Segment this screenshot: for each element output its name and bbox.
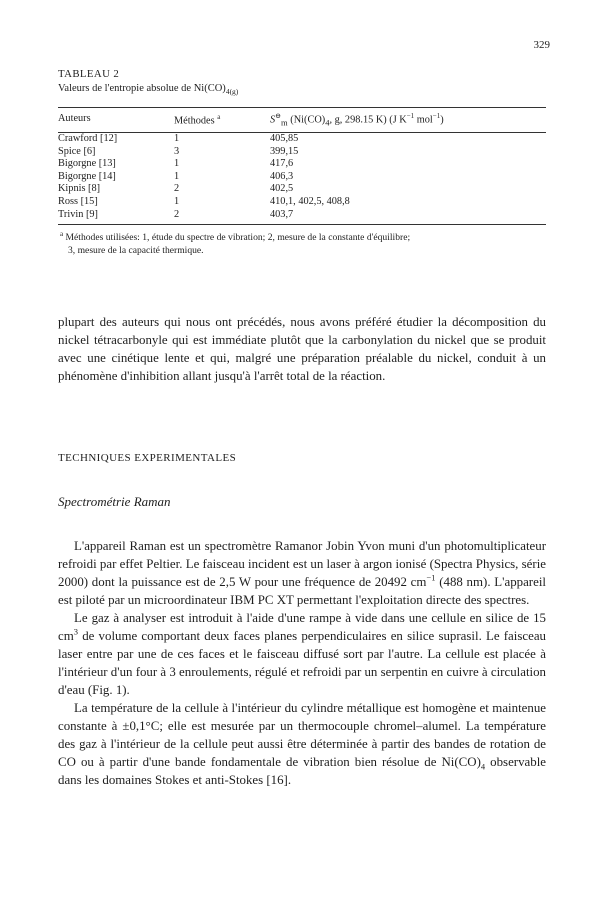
entropy-standard-sup: ⊖ bbox=[275, 112, 282, 120]
entropy-rest-a: (Ni(CO) bbox=[287, 114, 326, 126]
table-caption-subscript: 4(g) bbox=[225, 87, 239, 97]
table-header-row bbox=[58, 108, 546, 133]
cell-author: Bigorgne [13] bbox=[58, 158, 116, 170]
entropy-table bbox=[58, 107, 546, 224]
cell-value: 417,6 bbox=[270, 158, 294, 170]
table-row bbox=[58, 133, 546, 146]
table-row bbox=[58, 183, 546, 196]
raman-p2-text-b: de volume comportant deux faces planes perpendiculaires en silice suprasil. Le faisceau laser entre par une de ces faces et le faisceau diffusé sort par l'autre. La cellule est placée à l'intérieur d'un four à 3 enroulements, régulé et refroidi par un serpentin en cuivre à circulation d'eau (Fig. 1). bbox=[58, 629, 546, 697]
cell-value: 402,5 bbox=[270, 183, 294, 195]
cell-author: Ross [15] bbox=[58, 196, 98, 208]
section-heading: TECHNIQUES EXPERIMENTALES bbox=[58, 452, 237, 464]
footnote-line-2: 3, mesure de la capacité thermique. bbox=[68, 245, 204, 257]
raman-p2-sup: 3 bbox=[73, 626, 78, 637]
table-row bbox=[58, 171, 546, 184]
cell-method: 1 bbox=[174, 133, 180, 145]
cell-value: 406,3 bbox=[270, 170, 294, 182]
cell-author: Trivin [9] bbox=[58, 208, 98, 220]
header-methods bbox=[174, 108, 270, 133]
raman-p2-text-a: Le gaz à analyser est introduit à l'aide d'une rampe à vide dans une cellule en silice de 15 cm bbox=[58, 611, 546, 643]
raman-p1-text-b: (488 nm). L'appareil est piloté par un microordinateur IBM PC XT permettant l'exploitation directe des spectres. bbox=[58, 575, 546, 607]
footnote-line-1-text: Méthodes utilisées: 1, étude du spectre de vibration; 2, mesure de la constante d'équilibre; bbox=[63, 232, 411, 244]
header-authors: Auteurs bbox=[58, 108, 174, 133]
cell-author: Spice [6] bbox=[58, 145, 96, 157]
raman-p1-sup: −1 bbox=[426, 572, 436, 583]
table-row bbox=[58, 196, 546, 209]
cell-method: 1 bbox=[174, 158, 180, 170]
footnote-line-1 bbox=[60, 228, 546, 244]
cell-author: Crawford [12] bbox=[58, 133, 118, 145]
table-row bbox=[58, 158, 546, 171]
entropy-molar-sub: m bbox=[281, 117, 288, 128]
table-block bbox=[58, 68, 546, 257]
table-footnote bbox=[58, 225, 546, 257]
table-caption bbox=[58, 83, 546, 107]
entropy-symbol: S bbox=[270, 114, 276, 126]
entropy-exp1: −1 bbox=[406, 112, 415, 120]
entropy-exp2: −1 bbox=[432, 112, 441, 120]
footnote-mark: a bbox=[60, 230, 64, 239]
table-caption-text: Valeurs de l'entropie absolue de Ni(CO) bbox=[58, 83, 226, 94]
cell-method: 1 bbox=[174, 196, 180, 208]
cell-value: 410,1, 402,5, 408,8 bbox=[270, 196, 350, 208]
header-methods-text: Méthodes bbox=[174, 115, 215, 127]
cell-value: 399,15 bbox=[270, 145, 299, 157]
continued-paragraph bbox=[58, 313, 546, 385]
continued-paragraph-text: plupart des auteurs qui nous ont précédés, nous avons préféré étudier la décomposition du nickel tétracarbonyle qui est immédiate plutôt que la carbonylation du nickel que se produit avec une cinétique lente et qui, malgré une préparation préalable du nickel, conduit à un phénomène d'inhibition allant jusqu'à l'arrêt total de la réaction. bbox=[58, 315, 546, 383]
cell-method: 1 bbox=[174, 170, 180, 182]
cell-method: 2 bbox=[174, 208, 180, 220]
raman-p3-text-b: observable dans les domaines Stokes et anti-Stokes [16]. bbox=[58, 755, 546, 787]
raman-paragraph-3 bbox=[58, 699, 546, 789]
header-methods-note: a bbox=[217, 113, 221, 122]
entropy-mid: mol bbox=[414, 114, 433, 126]
cell-author: Bigorgne [14] bbox=[58, 170, 116, 182]
raman-section-body bbox=[58, 537, 546, 789]
header-entropy bbox=[270, 108, 546, 133]
raman-p3-text-a: La température de la cellule à l'intérieur du cylindre métallique est homogène et maintenue constante à ±0,1°C; elle est mesurée par un thermocouple chromel–alumel. La température des gaz à l'intérieur de la cellule peut aussi être déterminée à partir des bandes de rotation de CO ou à partir d'une bande fondamentale de vibration bien résolue de Ni(CO) bbox=[58, 701, 546, 769]
cell-method: 3 bbox=[174, 145, 180, 157]
raman-paragraph-2 bbox=[58, 609, 546, 699]
entropy-rest-b: , g, 298.15 K) (J K bbox=[329, 114, 407, 126]
cell-author: Kipnis [8] bbox=[58, 183, 101, 195]
table-label: TABLEAU 2 bbox=[58, 68, 120, 80]
cell-method: 2 bbox=[174, 183, 180, 195]
entropy-end: ) bbox=[440, 114, 444, 126]
table-row bbox=[58, 209, 546, 225]
cell-value: 405,85 bbox=[270, 133, 299, 145]
page-number: 329 bbox=[533, 39, 550, 51]
raman-p3-sub: 4 bbox=[480, 761, 486, 772]
raman-paragraph-1 bbox=[58, 537, 546, 609]
cell-value: 403,7 bbox=[270, 208, 294, 220]
subsection-heading: Spectrométrie Raman bbox=[58, 494, 171, 509]
raman-p1-text-a: L'appareil Raman est un spectromètre Ramanor Jobin Yvon muni d'un photomultiplicateur refroidi par effet Peltier. Le faisceau incident est un laser à argon ionisé (Spectra Physics, série 2000) dont la puissance est de 2,5 W pour une fréquence de 20492 cm bbox=[58, 539, 546, 589]
entropy-rest-sub: 4 bbox=[325, 117, 330, 128]
table-row bbox=[58, 146, 546, 159]
